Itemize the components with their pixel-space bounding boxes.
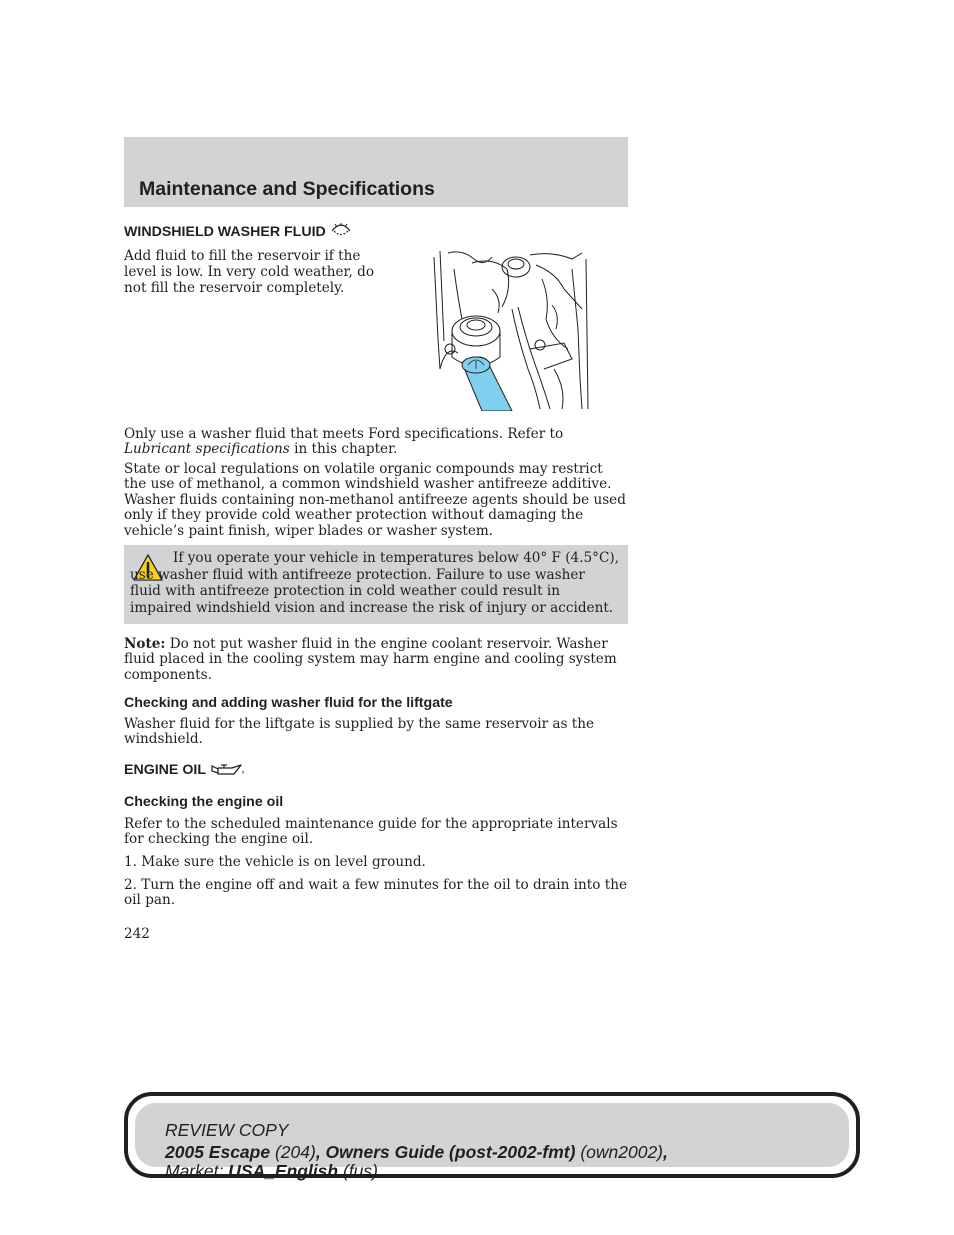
- footer-market: USA_English: [228, 1161, 339, 1181]
- washer-heading-text: WINDSHIELD WASHER FLUID: [124, 224, 326, 240]
- check-oil-heading: Checking the engine oil: [124, 794, 284, 810]
- footer-model: 2005 Escape: [165, 1142, 271, 1162]
- footer-sep-2: ,: [663, 1142, 668, 1162]
- footer-review-label: [165, 1120, 289, 1141]
- washer-spec-paragraph: [124, 427, 628, 458]
- oil-intro-paragraph: Refer to the scheduled maintenance guide for the appropriate intervals for checking the engine oil.: [124, 816, 618, 848]
- review-copy-footer: [124, 1092, 860, 1181]
- oil-heading-text: ENGINE OIL: [124, 762, 206, 778]
- oil-section-heading: [124, 762, 246, 782]
- note-paragraph: [124, 637, 628, 683]
- warning-text: [130, 550, 620, 616]
- spec-text-before: Only use a washer fluid that meets Ford specifications. Refer to: [124, 426, 564, 442]
- oil-step-1: 1. Make sure the vehicle is on level ground.: [124, 854, 426, 870]
- header-band: [124, 137, 628, 207]
- footer-market-code: (fus): [338, 1161, 378, 1181]
- review-copy-text: REVIEW COPY: [165, 1120, 289, 1140]
- page-title: Maintenance and Specifications: [139, 178, 435, 200]
- oil-step-2: 2. Turn the engine off and wait a few minutes for the oil to drain into the oil pan.: [124, 877, 628, 909]
- note-text: Do not put washer fluid in the engine coolant reservoir. Washer fluid placed in the cooling system may harm engine and cooling system components.: [124, 636, 617, 683]
- oil-can-icon: [210, 762, 246, 782]
- footer-guide-code: (own2002): [575, 1142, 664, 1162]
- footer-model-code: (204): [270, 1142, 316, 1162]
- liftgate-heading: Checking and adding washer fluid for the liftgate: [124, 695, 453, 711]
- footer-market-line: [165, 1161, 378, 1182]
- warning-box: [124, 545, 628, 624]
- regulations-paragraph: State or local regulations on volatile organic compounds may restrict the use of methanol, a common windshield washer antifreeze additive. Washer fluids containing non-methanol antifreeze agents should be used only if they provide cold weather protection without damaging the vehicle’s paint finish, wiper blades or washer system.: [124, 461, 626, 539]
- page-number: 242: [124, 926, 150, 942]
- footer-sep-1: ,: [315, 1142, 326, 1162]
- washer-reservoir-illustration: [432, 249, 590, 415]
- lubricant-specifications-reference: Lubricant specifications: [124, 441, 290, 458]
- note-label: Note:: [124, 636, 166, 652]
- washer-intro: Add fluid to fill the reservoir if the level is low. In very cold weather, do not fill the reservoir completely.: [124, 248, 375, 296]
- spec-text-after: in this chapter.: [289, 441, 398, 458]
- warning-text-body: If you operate your vehicle in temperatures below 40° F (4.5°C), use washer fluid with antifreeze protection. Failure to use washer fluid with antifreeze protection in cold weather could result in impaired windshield vision and increase the risk of injury or accident.: [130, 550, 619, 616]
- footer-market-label: Market:: [165, 1161, 229, 1181]
- windshield-washer-icon: [330, 222, 352, 244]
- washer-section-heading: [124, 222, 352, 244]
- footer-document-line: [165, 1142, 668, 1163]
- footer-guide: Owners Guide (post-2002-fmt): [325, 1142, 576, 1162]
- liftgate-paragraph: Washer fluid for the liftgate is supplied by the same reservoir as the windshield.: [124, 716, 595, 748]
